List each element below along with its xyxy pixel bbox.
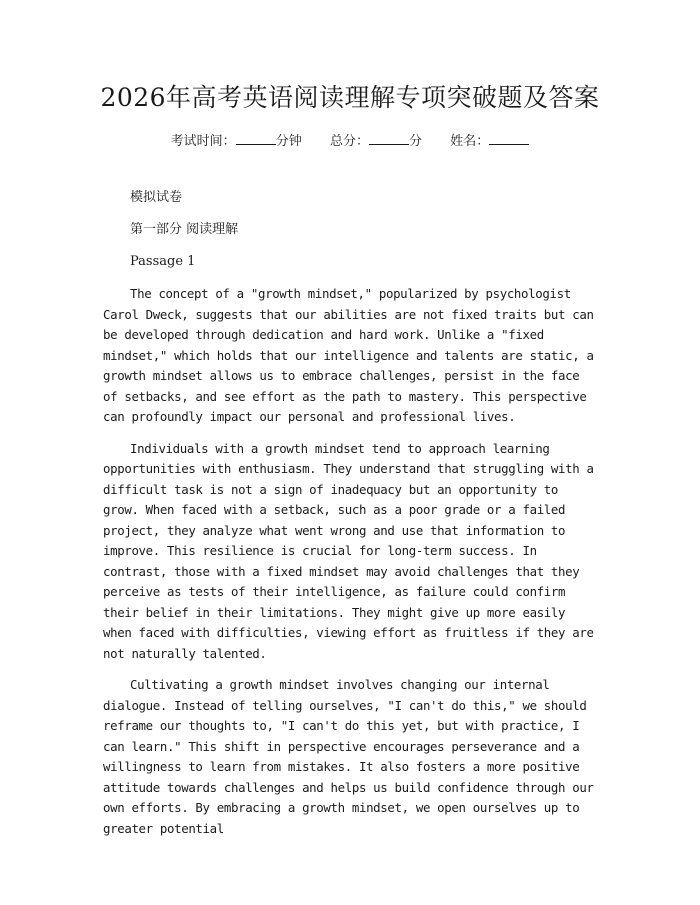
total-score-field [330, 132, 422, 152]
passage-paragraph-3: Cultivating a growth mindset involves changing our internal dialogue. Instead of telling ourselves, "I can't do this," we should reframe our thoughts to, "I can't do this yet, but with practice, I can learn." This shift in perspective encourages perseverance and a willingness to learn from mistakes. It also fosters a more positive attitude towards challenges and helps us build confidence through our own efforts. By embracing a growth mindset, we open ourselves up to greater potential [103, 677, 594, 836]
student-name-blank[interactable] [489, 132, 529, 145]
total-score-blank[interactable] [369, 132, 409, 145]
section-label: 模拟试卷 [130, 190, 183, 205]
exam-info-line [0, 132, 700, 152]
exam-time-field [171, 132, 302, 152]
student-name-label: 姓名： [450, 134, 490, 149]
exam-time-blank[interactable] [236, 132, 276, 145]
exam-time-unit: 分钟 [275, 134, 302, 149]
total-score-unit: 分 [409, 134, 423, 149]
total-score-label: 总分： [329, 134, 369, 149]
document-body [103, 188, 600, 850]
part-heading: 第一部分 阅读理解 [130, 222, 239, 237]
exam-time-label: 考试时间： [170, 134, 236, 149]
passage-paragraph-2: Individuals with a growth mindset tend to approach learning opportunities with enthusiasm. They understand that struggling with a difficult task is not a sign of inadequacy but an opportunity to grow. When faced with a setback, such as a poor grade or a failed project, they analyze what went wrong and use that information to improve. This resilience is crucial for long-term success. In contrast, those with a fixed mindset may avoid challenges that they perceive as tests of their intelligence, as failure could confirm their belief in their limitations. They might give up more easily when faced with difficulties, viewing effort as fruitless if they are not naturally talented. [103, 440, 594, 661]
passage-heading: Passage 1 [130, 254, 196, 269]
passage-paragraph-1: The concept of a "growth mindset," popularized by psychologist Carol Dweck, suggests that our abilities are not fixed traits but can be developed through dedication and hard work. Unlike a "fixed mindset," which holds that our intelligence and talents are static, a growth mindset allows us to embrace challenges, persist in the face of setbacks, and see effort as the path to mastery. This perspective can profoundly impact our personal and professional lives. [103, 286, 594, 424]
student-name-field [450, 132, 529, 152]
page-title: 2026年高考英语阅读理解专项突破题及答案 [100, 83, 600, 112]
